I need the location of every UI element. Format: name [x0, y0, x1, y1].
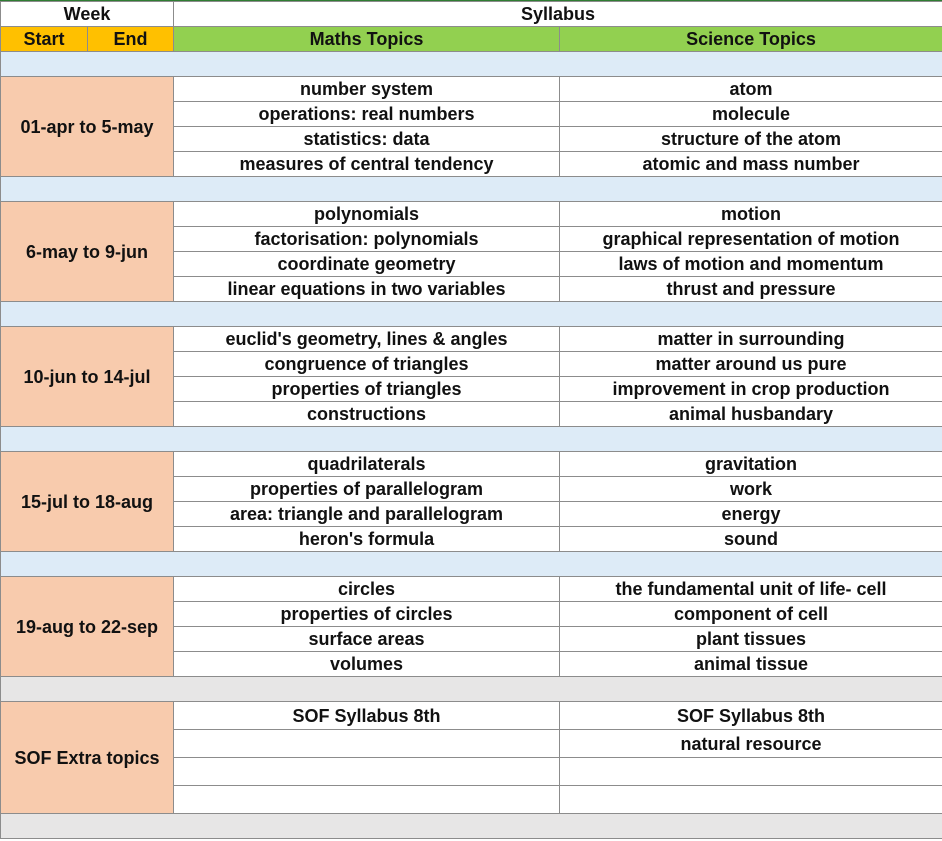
- separator-cell[interactable]: [1, 302, 942, 327]
- week-range-cell[interactable]: 6-may to 9-jun: [1, 202, 174, 302]
- maths-topic-cell[interactable]: properties of circles: [174, 602, 560, 627]
- maths-topic-cell[interactable]: congruence of triangles: [174, 352, 560, 377]
- science-topic-cell[interactable]: sound: [560, 527, 942, 552]
- science-topic-cell[interactable]: structure of the atom: [560, 127, 942, 152]
- header-row-1: [1, 2, 942, 27]
- science-topic-cell[interactable]: component of cell: [560, 602, 942, 627]
- science-topic-cell[interactable]: animal husbandary: [560, 402, 942, 427]
- header-row-2: [1, 27, 942, 52]
- maths-topic-cell[interactable]: constructions: [174, 402, 560, 427]
- maths-topic-cell[interactable]: linear equations in two variables: [174, 277, 560, 302]
- maths-topic-cell[interactable]: properties of parallelogram: [174, 477, 560, 502]
- table-row: [1, 202, 942, 227]
- maths-topic-cell[interactable]: statistics: data: [174, 127, 560, 152]
- separator-cell[interactable]: [1, 427, 942, 452]
- science-topic-cell[interactable]: motion: [560, 202, 942, 227]
- maths-topic-cell[interactable]: coordinate geometry: [174, 252, 560, 277]
- science-topic-cell[interactable]: thrust and pressure: [560, 277, 942, 302]
- table-row: [1, 577, 942, 602]
- table-row: [1, 452, 942, 477]
- science-topic-cell[interactable]: animal tissue: [560, 652, 942, 677]
- week-range-cell[interactable]: 10-jun to 14-jul: [1, 327, 174, 427]
- science-topic-cell[interactable]: improvement in crop production: [560, 377, 942, 402]
- maths-topic-cell[interactable]: quadrilaterals: [174, 452, 560, 477]
- separator-row: [1, 427, 942, 452]
- week-range-cell[interactable]: 19-aug to 22-sep: [1, 577, 174, 677]
- science-topic-cell[interactable]: [560, 758, 942, 786]
- science-topic-cell[interactable]: work: [560, 477, 942, 502]
- separator-cell[interactable]: [1, 677, 942, 702]
- maths-topic-cell[interactable]: [174, 758, 560, 786]
- science-topic-cell[interactable]: laws of motion and momentum: [560, 252, 942, 277]
- maths-topic-cell[interactable]: properties of triangles: [174, 377, 560, 402]
- maths-topic-cell[interactable]: heron's formula: [174, 527, 560, 552]
- start-header[interactable]: Start: [1, 27, 88, 52]
- separator-row: [1, 677, 942, 702]
- science-topics-header[interactable]: Science Topics: [560, 27, 942, 52]
- maths-topic-cell[interactable]: euclid's geometry, lines & angles: [174, 327, 560, 352]
- science-topic-cell[interactable]: matter around us pure: [560, 352, 942, 377]
- science-topic-cell[interactable]: natural resource: [560, 730, 942, 758]
- science-topic-cell[interactable]: gravitation: [560, 452, 942, 477]
- separator-cell[interactable]: [1, 552, 942, 577]
- syllabus-header[interactable]: Syllabus: [174, 2, 942, 27]
- maths-topic-cell[interactable]: volumes: [174, 652, 560, 677]
- separator-row: [1, 52, 942, 77]
- week-range-cell[interactable]: 01-apr to 5-may: [1, 77, 174, 177]
- maths-topic-cell[interactable]: polynomials: [174, 202, 560, 227]
- science-topic-cell[interactable]: molecule: [560, 102, 942, 127]
- separator-row: [1, 814, 942, 839]
- science-topic-cell[interactable]: plant tissues: [560, 627, 942, 652]
- table-row: [1, 327, 942, 352]
- science-topic-cell[interactable]: atom: [560, 77, 942, 102]
- maths-topic-cell[interactable]: measures of central tendency: [174, 152, 560, 177]
- science-topic-cell[interactable]: atomic and mass number: [560, 152, 942, 177]
- week-range-cell[interactable]: 15-jul to 18-aug: [1, 452, 174, 552]
- science-topic-cell[interactable]: matter in surrounding: [560, 327, 942, 352]
- maths-topic-cell[interactable]: [174, 786, 560, 814]
- science-topic-cell[interactable]: energy: [560, 502, 942, 527]
- end-header[interactable]: End: [88, 27, 174, 52]
- maths-topic-cell[interactable]: area: triangle and parallelogram: [174, 502, 560, 527]
- science-topic-cell[interactable]: graphical representation of motion: [560, 227, 942, 252]
- syllabus-table: [0, 1, 942, 839]
- science-topic-cell[interactable]: [560, 786, 942, 814]
- maths-topic-cell[interactable]: [174, 730, 560, 758]
- maths-topics-header[interactable]: Maths Topics: [174, 27, 560, 52]
- maths-topic-cell[interactable]: surface areas: [174, 627, 560, 652]
- maths-topic-cell[interactable]: circles: [174, 577, 560, 602]
- separator-cell[interactable]: [1, 52, 942, 77]
- week-header[interactable]: Week: [1, 2, 174, 27]
- separator-row: [1, 552, 942, 577]
- table-row: [1, 702, 942, 730]
- table-row: [1, 77, 942, 102]
- week-range-cell[interactable]: SOF Extra topics: [1, 702, 174, 814]
- separator-row: [1, 177, 942, 202]
- science-topic-cell[interactable]: SOF Syllabus 8th: [560, 702, 942, 730]
- separator-row: [1, 302, 942, 327]
- maths-topic-cell[interactable]: SOF Syllabus 8th: [174, 702, 560, 730]
- separator-cell[interactable]: [1, 814, 942, 839]
- maths-topic-cell[interactable]: operations: real numbers: [174, 102, 560, 127]
- science-topic-cell[interactable]: the fundamental unit of life- cell: [560, 577, 942, 602]
- maths-topic-cell[interactable]: factorisation: polynomials: [174, 227, 560, 252]
- separator-cell[interactable]: [1, 177, 942, 202]
- maths-topic-cell[interactable]: number system: [174, 77, 560, 102]
